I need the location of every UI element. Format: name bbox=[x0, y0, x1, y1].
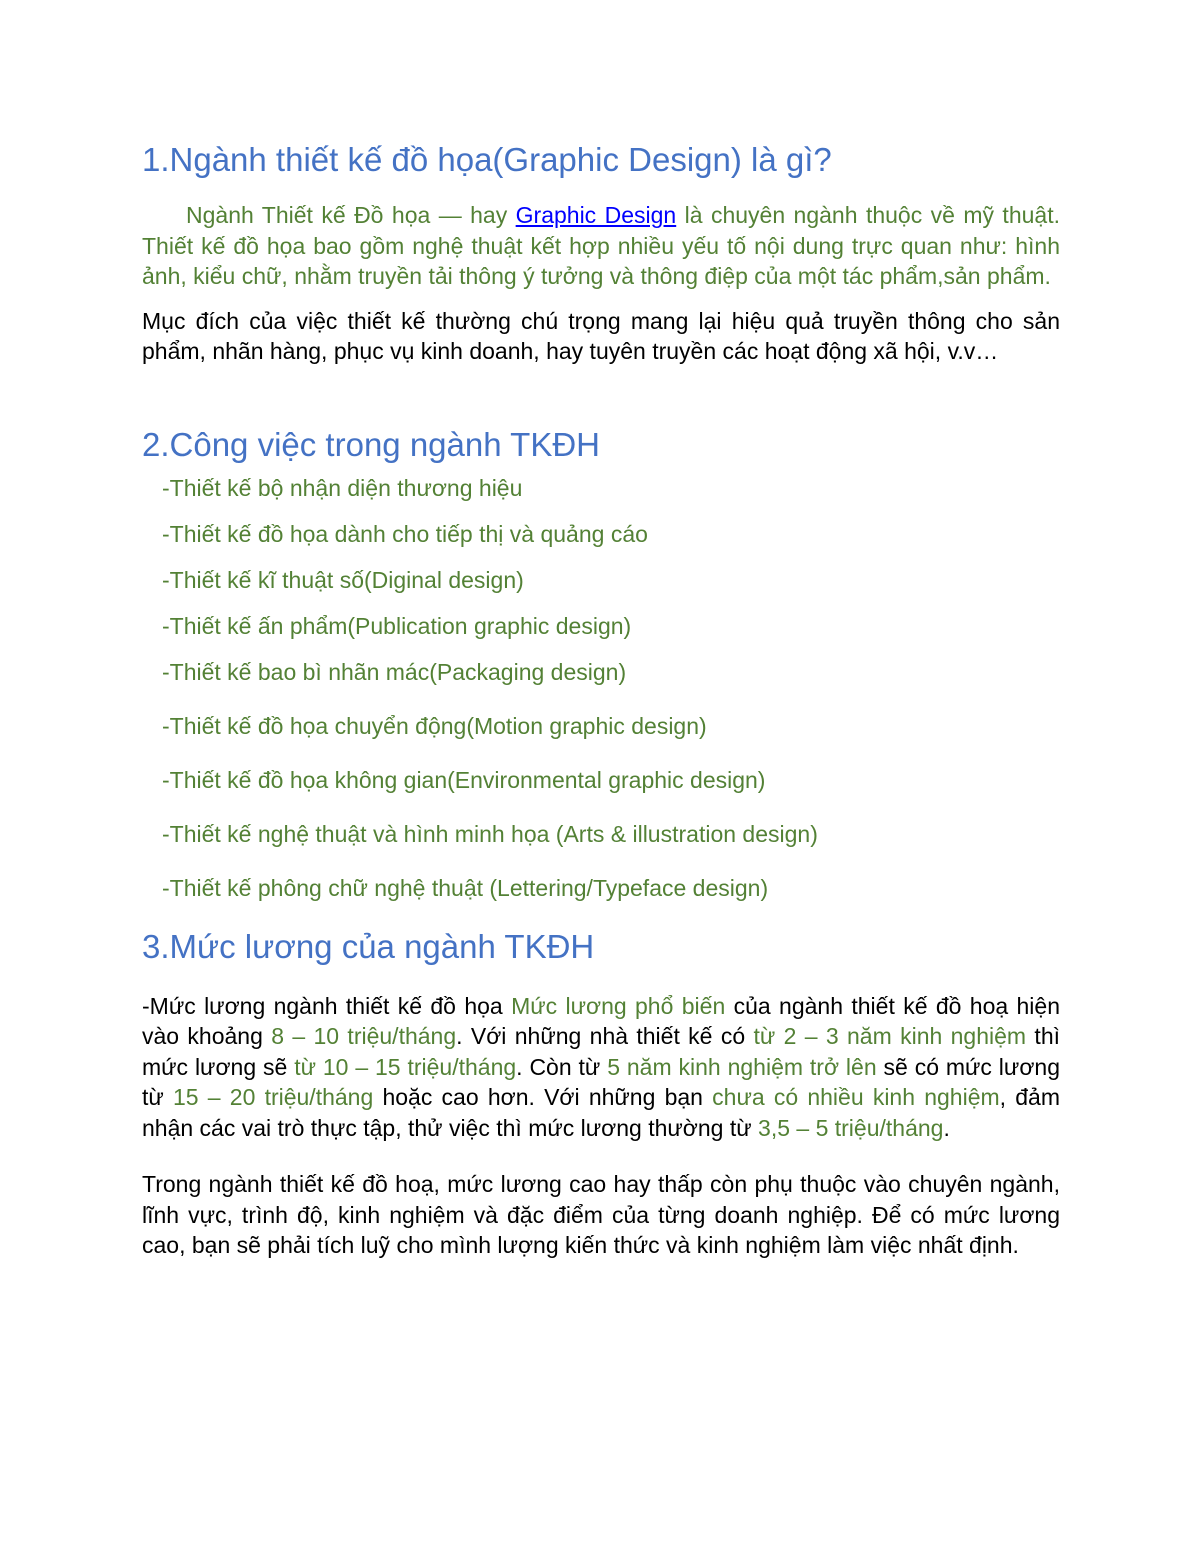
list-item: -Thiết kế nghệ thuật và hình minh họa (Arts & illustration design) bbox=[162, 820, 818, 847]
list-item: -Thiết kế phông chữ nghệ thuật (Lettering/Typeface design) bbox=[162, 874, 769, 901]
p1-lead-text: Ngành Thiết kế Đồ họa — hay bbox=[186, 202, 516, 228]
salary-text: . Với những nhà thiết kế có bbox=[456, 1023, 754, 1049]
salary-highlight: từ 2 – 3 năm kinh nghiệm bbox=[753, 1023, 1027, 1049]
salary-text: hoặc cao hơn. Với những bạn bbox=[373, 1084, 713, 1110]
list-item: -Thiết kế kĩ thuật số(Diginal design) bbox=[162, 566, 524, 593]
section-3-paragraph-2: Trong ngành thiết kế đồ hoạ, mức lương cao hay thấp còn phụ thuộc vào chuyên ngành, lĩnh vực, trình độ, kinh nghiệm và đặc điểm của từng doanh nghiệp. Để có mức lương cao, bạn sẽ phải tích luỹ cho mình lượng kiến thức và kinh nghiệm làm việc nhất định. bbox=[142, 1171, 1060, 1258]
salary-text: . Còn từ bbox=[516, 1053, 608, 1080]
list-item: -Thiết kế đồ họa chuyển động(Motion graphic design) bbox=[162, 712, 707, 739]
p1-rest-text: là chuyên ngành thuộc về mỹ thuật. Thiết kế đồ họa bao gồm nghệ thuật kết hợp nhiều yếu tố nội dung trực quan như: hình ảnh, kiểu chữ, nhằm truyền tải thông ý tưởng và thông điệp của một tác phẩm,sản phẩm. bbox=[142, 202, 1060, 289]
document-page bbox=[142, 140, 1060, 1261]
salary-highlight: 5 năm kinh nghiệm trở lên bbox=[607, 1053, 877, 1080]
job-list bbox=[142, 473, 1060, 903]
section-3-heading: 3.Mức lương của ngành TKĐH bbox=[142, 927, 595, 965]
salary-text: sẽ có mức lương từ bbox=[142, 1053, 1060, 1110]
list-item: -Thiết kế đồ họa dành cho tiếp thị và quảng cáo bbox=[162, 520, 648, 547]
salary-text: thì mức lương sẽ bbox=[142, 1023, 1060, 1080]
salary-text: , đảm nhận các vai trò thực tập, thử việc thì mức lương thường từ bbox=[142, 1084, 1060, 1141]
graphic-design-link[interactable]: Graphic Design bbox=[515, 202, 677, 228]
list-item: -Thiết kế bộ nhận diện thương hiệu bbox=[162, 474, 523, 501]
section-3-paragraph-1 bbox=[142, 991, 1060, 1144]
section-1-heading: 1.Ngành thiết kế đồ họa(Graphic Design) là gì? bbox=[142, 141, 832, 178]
section-2-heading: 2.Công việc trong ngành TKĐH bbox=[142, 425, 600, 463]
list-item: -Thiết kế đồ họa không gian(Environmental graphic design) bbox=[162, 766, 766, 793]
salary-text: . bbox=[943, 1114, 950, 1141]
salary-highlight: 8 – 10 triệu/tháng bbox=[271, 1023, 457, 1049]
section-1-paragraph-2: Mục đích của việc thiết kế thường chú trọng mang lại hiệu quả truyền thông cho sản phẩm, nhãn hàng, phục vụ kinh doanh, hay tuyên truyền các hoạt động xã hội, v.v… bbox=[142, 307, 1060, 364]
salary-highlight: 3,5 – 5 triệu/tháng bbox=[758, 1114, 944, 1141]
list-item: -Thiết kế ấn phẩm(Publication graphic design) bbox=[162, 612, 632, 639]
salary-text: của ngành thiết kế đồ hoạ hiện vào khoảng bbox=[142, 992, 1060, 1049]
salary-highlight: 15 – 20 triệu/tháng bbox=[173, 1084, 374, 1110]
salary-text: -Mức lương ngành thiết kế đồ họa bbox=[142, 992, 512, 1019]
salary-highlight: từ 10 – 15 triệu/tháng bbox=[294, 1053, 517, 1080]
section-1-paragraph-1 bbox=[142, 200, 1060, 292]
salary-highlight: Mức lương phổ biến bbox=[511, 992, 726, 1019]
salary-highlight: chưa có nhiều kinh nghiệm bbox=[712, 1084, 1000, 1110]
list-item: -Thiết kế bao bì nhãn mác(Packaging design) bbox=[162, 658, 627, 685]
